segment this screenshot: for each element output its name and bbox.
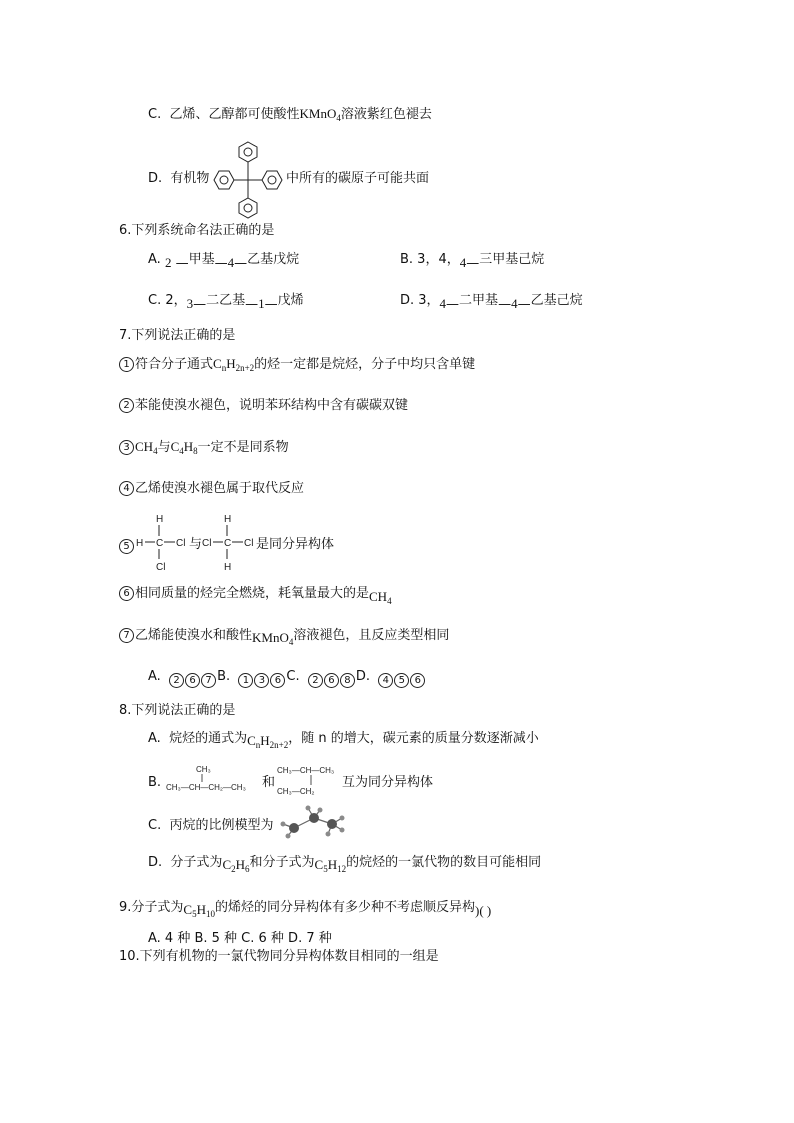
svg-text:H: H — [156, 514, 164, 525]
svg-text:H: H — [224, 514, 232, 525]
q8-option-b-mid: 和 — [262, 775, 276, 790]
q6-option-c: C. 2，3—二乙基—1—戊烯 — [148, 293, 304, 312]
propane-ball-model — [278, 804, 348, 840]
q8-option-b-label: B. — [148, 775, 162, 790]
q7-statement-5-num: 5 — [119, 537, 135, 557]
q5-option-c: C. 乙烯、乙醇都可使酸性KMnO$_4$溶液紫红色褪去 — [148, 106, 432, 123]
tetraphenylmethane-structure — [210, 140, 286, 220]
svg-text:Cl: Cl — [202, 538, 212, 549]
q10-stem: 10.下列有机物的一氯代物同分异构体数目相同的一组是 — [119, 949, 439, 964]
q5-option-d-tail: 中所有的碳原子可能共面 — [286, 171, 430, 186]
q8-stem: 8.下列说法正确的是 — [119, 703, 236, 718]
dichloromethane-structure-1 — [136, 512, 192, 572]
dichloromethane-structure-2 — [202, 512, 262, 572]
q7-statement-4: 4 乙烯使溴水褪色属于取代反应 — [119, 479, 304, 499]
svg-text:CH₃: CH₃ — [196, 765, 211, 774]
q7-statement-6: 6 相同质量的烃完全燃烧，耗氧量最大的是$CH_4$ — [119, 584, 392, 611]
q6-option-a: A. 2 —甲基—4—乙基戊烷 — [148, 252, 300, 271]
q8-option-b-tail: 互为同分异构体 — [342, 775, 434, 790]
isopentane-structure-2 — [277, 764, 347, 798]
q7-options: A. 2 6 7 B. 1 3 6 C. 2 6 8 D. 4 5 6 — [148, 667, 426, 691]
q8-option-c: C. 丙烷的比例模型为 — [148, 818, 274, 833]
svg-text:Cl: Cl — [244, 538, 254, 549]
svg-text:Cl: Cl — [176, 538, 186, 549]
q6-option-d: D. 3，4—二甲基—4—乙基己烷 — [400, 293, 583, 312]
svg-text:H: H — [224, 562, 232, 573]
q9-options: A. 4 种 B. 5 种 C. 6 种 D. 7 种 — [148, 931, 332, 946]
q8-option-a: A. 烷烃的通式为$C_nH_{2n+2}$，随 n 的增大，碳元素的质量分数逐渐减小 — [148, 731, 539, 750]
q7-statement-7: 7 乙烯能使溴水和酸性KMnO$_4$溶液褪色，且反应类型相同 — [119, 626, 449, 652]
q5-option-d: D. 有机物 — [148, 171, 210, 186]
q7-statement-5-mid: 与 — [189, 537, 203, 552]
svg-text:C: C — [224, 538, 232, 549]
q6-option-b: B. 3，4，4—三甲基己烷 — [400, 252, 545, 271]
q8-option-d: D. 分子式为$C_2H_6$和分子式为$C_5H_{12}$的烷烃的一氯代物的数目可能相同 — [148, 855, 542, 874]
q7-stem: 7.下列说法正确的是 — [119, 328, 236, 343]
svg-text:Cl: Cl — [156, 562, 166, 573]
q7-statement-2: 2 苯能使溴水褪色，说明苯环结构中含有碳碳双键 — [119, 396, 408, 416]
svg-text:CH₃—CH₂: CH₃—CH₂ — [277, 787, 315, 796]
isopentane-structure-1 — [166, 764, 266, 794]
svg-text:H: H — [136, 538, 144, 549]
svg-text:C: C — [156, 538, 164, 549]
q9-stem: 9.分子式为$C_5H_{10}$的烯烃的同分异构体有多少种不考虑顺反异构)( ) — [119, 900, 492, 919]
svg-text:CH₃—CH—CH₃: CH₃—CH—CH₃ — [277, 766, 335, 775]
q7-statement-3: 3 $CH_4$与$C_4H_8$一定不是同系物 — [119, 437, 289, 461]
q7-statement-1: 1 符合分子通式$C_nH_{2n+2}$的烃一定都是烷烃，分子中均只含单键 — [119, 354, 475, 378]
q7-statement-5-tail: 是同分异构体 — [256, 537, 335, 552]
svg-text:CH₃—CH—CH₂—CH₃: CH₃—CH—CH₂—CH₃ — [166, 783, 246, 792]
q6-stem: 6.下列系统命名法正确的是 — [119, 223, 275, 238]
